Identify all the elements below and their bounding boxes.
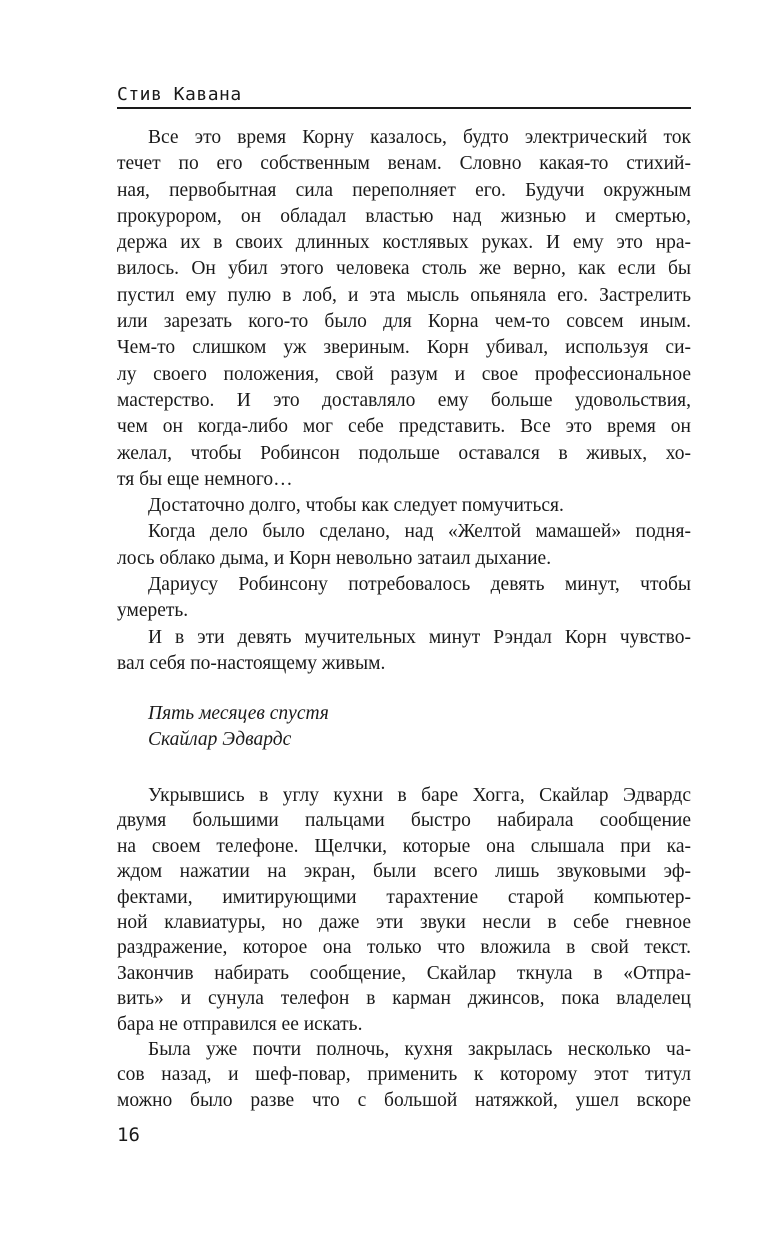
text-line: Все это время Корну казалось, будто электрический ток [148, 127, 691, 148]
text-line: Достаточно долго, чтобы как следует помучиться. [148, 495, 564, 517]
text-line: сов назад, и шеф-повар, применить к которому этот титул [117, 1064, 691, 1086]
text-line: можно было разве что с большой натяжкой, ушел вскоре [117, 1089, 691, 1111]
text-line: лу своего положения, свой разум и свое профессиональное [117, 363, 691, 385]
text-line: держа их в своих длинных костлявых руках. И ему это нра- [117, 232, 691, 254]
italic-heading-line [117, 727, 691, 753]
text-line: Закончив набирать сообщение, Скайлар ткнула в «Отпра- [117, 962, 691, 984]
scene-heading [117, 701, 691, 754]
text-line: ждом нажатии на экран, были всего лишь звуковыми эф- [117, 861, 691, 883]
paragraph [117, 783, 691, 1037]
text-line: И в эти девять мучительных минут Рэндал Корн чувство- [148, 626, 691, 648]
text-line: или зарезать кого-то было для Корна чем-то совсем иным. [117, 311, 691, 333]
text-line: пустил ему пулю в лоб, и эта мысль опьяняла его. Застрелить [117, 284, 691, 306]
text-line: вилось. Он убил этого человека столь же верно, как если бы [117, 258, 691, 280]
text-line: вить» и сунула телефон в карман джинсов, пока владелец [117, 988, 691, 1010]
text-line: желал, чтобы Робинсон подольше оставался в живых, хо- [117, 442, 691, 464]
paragraph [117, 625, 691, 678]
paragraph [117, 125, 691, 493]
text-line: чем он когда-либо мог себе представить. Все это время он [117, 416, 691, 438]
paragraph [117, 493, 691, 519]
paragraph [117, 1037, 691, 1113]
text-line: Пять месяцев спустя [148, 703, 329, 724]
text-line: Когда дело было сделано, над «Желтой мамашей» подня- [148, 521, 691, 543]
text-line: умереть. [117, 600, 189, 622]
page-number: 16 [117, 1124, 140, 1146]
body-section-2 [117, 783, 691, 1113]
running-header: Стив Кавана [117, 84, 242, 105]
text-line: ной клавиатуры, но даже эти звуки несли в себе гневное [117, 911, 691, 933]
text-line: бара не отправился ее искать. [117, 1013, 363, 1035]
body-section-1 [117, 125, 691, 677]
text-line: тя бы еще немного… [117, 468, 293, 490]
text-line: раздражение, которое она только что вложила в свой текст. [117, 937, 691, 959]
text-line: вал себя по-настоящему живым. [117, 652, 386, 674]
text-line: мастерство. И это доставляло ему больше удовольствия, [117, 389, 691, 411]
text-line: течет по его собственным венам. Словно какая-то стихий- [117, 153, 691, 175]
text-line: Чем-то слишком уж звериным. Корн убивал, используя си- [117, 337, 691, 359]
text-line: фектами, имитирующими тарахтение старой компьютер- [117, 886, 691, 908]
text-line: Дариусу Робинсону потребовалось девять минут, чтобы [148, 574, 691, 596]
text-line: на своем телефоне. Щелчки, которые она слышала при ка- [117, 835, 691, 857]
text-line: Укрывшись в углу кухни в баре Хогга, Скайлар Эдвардс [148, 785, 691, 806]
text-line: Скайлар Эдвардс [148, 729, 292, 751]
header-rule [117, 107, 691, 109]
paragraph [117, 519, 691, 572]
text-line: Была уже почти полночь, кухня закрылась несколько ча- [148, 1038, 691, 1060]
text-line: лось облако дыма, и Корн невольно затаил дыхание. [117, 547, 552, 569]
italic-heading-line [117, 701, 691, 727]
text-line: двумя большими пальцами быстро набирала сообщение [117, 810, 691, 832]
text-line: прокурором, он обладал властью над жизнью и смертью, [117, 205, 691, 227]
text-line: ная, первобытная сила переполняет его. Будучи окружным [117, 179, 691, 201]
paragraph [117, 572, 691, 625]
